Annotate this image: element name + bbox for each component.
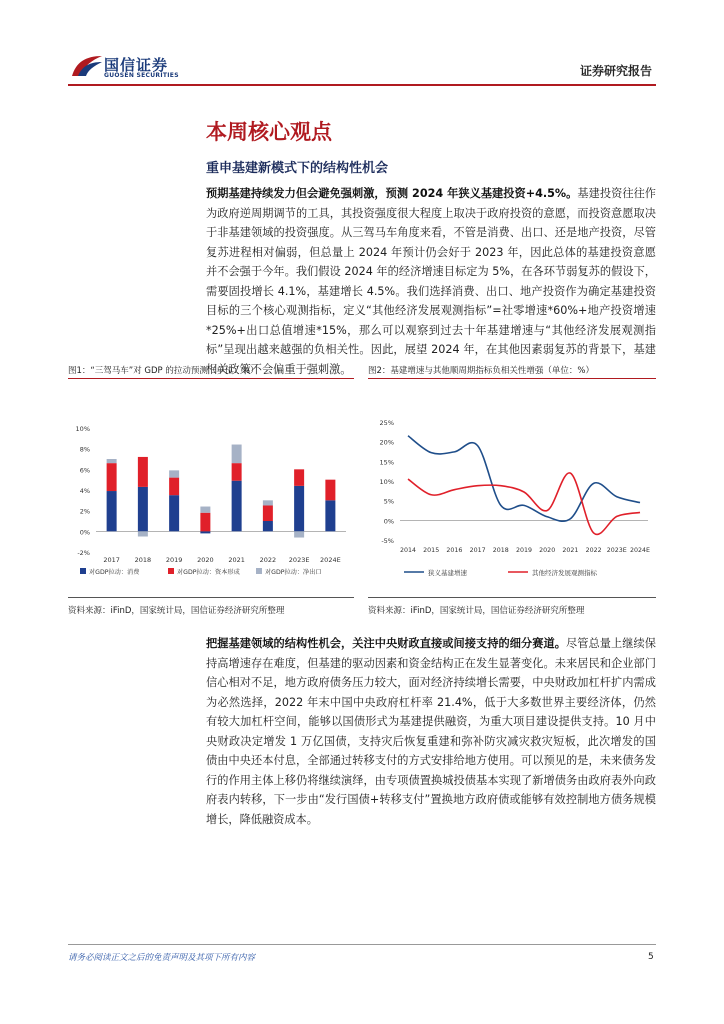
- bar-consumption: [107, 491, 117, 531]
- page-number: 5: [648, 952, 654, 962]
- y-tick-label: 4%: [79, 487, 90, 495]
- footer-disclaimer: 请务必阅读正文之后的免责声明及其项下所有内容: [68, 953, 256, 963]
- y-tick-label: 6%: [79, 466, 90, 475]
- figure-1-bottom-rule: [68, 597, 354, 598]
- bar-consumption: [169, 495, 179, 531]
- bar-consumption: [294, 486, 304, 531]
- bar-exports: [107, 459, 117, 463]
- paragraph-2: [206, 634, 656, 829]
- x-tick-label: 2023E: [606, 547, 627, 554]
- legend-swatch: [168, 568, 174, 574]
- x-tick-label: 2024E: [320, 556, 341, 564]
- x-tick-label: 2017: [469, 547, 486, 554]
- y-tick-label: 0%: [79, 528, 90, 537]
- figure-1-source: 资料来源：iFinD，国家统计局，国信证券经济研究所整理: [68, 606, 285, 616]
- y-tick-label: 8%: [79, 445, 90, 454]
- x-tick-label: 2015: [423, 547, 440, 554]
- logo-text: 国信证券: [104, 56, 169, 74]
- bar-exports: [138, 531, 148, 536]
- bar-consumption: [263, 521, 273, 531]
- series-line-other-indicator: [408, 473, 640, 535]
- bar-exports: [232, 445, 242, 464]
- legend-label: 对GDP拉动：资本形成: [177, 569, 240, 576]
- bar-consumption: [232, 481, 242, 532]
- x-tick-label: 2022: [259, 556, 277, 564]
- bar-exports: [263, 500, 273, 505]
- figure-1-title: 图1：“三驾马车”对 GDP 的拉动预测（单位：%）: [68, 366, 259, 376]
- x-tick-label: 2020: [197, 556, 214, 564]
- figure-1-chart: [68, 380, 354, 595]
- y-tick-label: 0%: [383, 517, 394, 526]
- paragraph-1-body: 基建投资往往作为政府逆周期调节的工具，其投资强度很大程度上取决于政府投资的意愿，而投资意愿取决于非基建领域的投资强度。从三驾马车角度来看，不管是消费、出口、还是地产投资，尽管复苏进程相对偏弱，但总量上 2024 年预计仍会好于 2023 年，因此总体的基建投资意愿并不会强于今年。我们假设 2024 年的经济增速目标定为 5%，在各环节弱复苏的假设下，需要固投增长 4.1%，基建增长 4.5%。我们选择消费、出口、地产投资作为确定基建投资目标的三个核心观测指标，定义“其他经济发展观测指标”=社零增速*60%+地产投资增速*25%+出口总值增速*15%，那么可以观察到过去十年基建增速与“其他经济发展观测指标”呈现出越来越强的负相关性。因此，展望 2024 年，在其他因素弱复苏的背景下，基建相关政策不会偏重于强刺激。: [206, 187, 656, 376]
- figure-2-source: 资料来源：iFinD，国家统计局，国信证券经济研究所整理: [368, 606, 585, 616]
- legend-swatch: [80, 568, 86, 574]
- series-line-infrastructure: [408, 436, 640, 521]
- y-tick-label: 10%: [379, 478, 394, 486]
- y-tick-label: -5%: [381, 537, 394, 545]
- x-tick-label: 2018: [134, 556, 152, 564]
- x-tick-label: 2023E: [288, 556, 310, 564]
- legend-label: 对GDP拉动：消费: [89, 569, 140, 576]
- figure-2-top-rule: [368, 378, 656, 379]
- bar-capital: [169, 478, 179, 496]
- figure-2-bottom-rule: [368, 597, 656, 598]
- section-title: 本周核心观点: [206, 120, 332, 144]
- guosen-logo-mark: [70, 52, 104, 80]
- legend-label: 对GDP拉动：净出口: [265, 569, 322, 576]
- report-type: 证券研究报告: [580, 64, 653, 78]
- bar-consumption: [325, 500, 335, 531]
- y-tick-label: 5%: [383, 497, 394, 506]
- x-tick-label: 2021: [562, 547, 579, 554]
- x-tick-label: 2021: [228, 556, 245, 564]
- figure-2-chart: [368, 380, 656, 595]
- figure-2-title: 图2：基建增速与其他顺周期指标负相关性增强（单位：%）: [368, 366, 594, 376]
- bar-exports: [169, 470, 179, 477]
- bar-consumption: [138, 487, 148, 531]
- paragraph-1-lead: 预期基建持续发力但会避免强刺激，预测 2024 年狭义基建投资+4.5%。: [206, 187, 578, 200]
- y-tick-label: 10%: [75, 425, 90, 433]
- y-tick-label: 25%: [379, 419, 394, 427]
- logo-english: GUOSEN SECURITIES: [104, 72, 179, 79]
- x-tick-label: 2022: [585, 547, 602, 554]
- x-tick-label: 2024E: [629, 547, 651, 554]
- legend-swatch: [256, 568, 262, 574]
- x-tick-label: 2017: [103, 556, 120, 564]
- bar-capital: [294, 469, 304, 486]
- bar-capital: [107, 463, 117, 491]
- x-tick-label: 2019: [165, 556, 183, 564]
- figure-1-top-rule: [68, 378, 354, 379]
- legend-label: 狭义基建增速: [428, 569, 467, 577]
- footer-divider: [68, 944, 656, 945]
- bar-capital: [232, 463, 242, 481]
- sub-title: 重申基建新模式下的结构性机会: [206, 161, 389, 176]
- x-tick-label: 2016: [446, 547, 463, 554]
- bar-consumption: [200, 531, 210, 533]
- bar-capital: [325, 480, 335, 501]
- y-tick-label: 2%: [79, 507, 90, 516]
- legend-label: 其他经济发展观测指标: [532, 569, 597, 577]
- y-tick-label: 15%: [379, 458, 394, 467]
- bar-exports: [200, 507, 210, 513]
- paragraph-2-lead: 把握基建领域的结构性机会，关注中央财政直接或间接支持的细分赛道。: [206, 637, 567, 650]
- paragraph-1: [206, 184, 656, 379]
- y-tick-label: 20%: [379, 438, 394, 447]
- x-tick-label: 2019: [515, 547, 533, 554]
- x-tick-label: 2020: [539, 547, 556, 554]
- bar-capital: [200, 513, 210, 532]
- bar-exports: [294, 531, 304, 537]
- bar-capital: [138, 457, 148, 487]
- header-divider: [68, 84, 656, 86]
- bar-capital: [263, 506, 273, 522]
- x-tick-label: 2014: [399, 547, 417, 554]
- paragraph-2-body: 尽管总量上继续保持高增速存在难度，但基建的驱动因素和资金结构正在发生显著变化。未来居民和企业部门信心相对不足，地方政府债务压力较大，面对经济持续增长需要，中央财政加杠杆扩内需成为必然选择，2022 年末中国中央政府杠杆率 21.4%，低于大多数世界主要经济体，仍然有较大加杠杆空间，能够以国债形式为基建提供融资，为重大项目建设提供支持。10 月中央财政决定增发 1 万亿国债，支持灾后恢复重建和弥补防灾减灾救灾短板，此次增发的国债由中央还本付息，全部通过转移支付的方式安排给地方使用。可以预见的是，未来债务发行的作用主体上移仍将继续演绎，由专项债置换城投债基本实现了新增债务由政府表外向政府表内转移，下一步由“发行国债+转移支付”置换地方政府债或能够有效控制地方债务规模增长，降低融资成本。: [206, 637, 656, 826]
- y-tick-label: -2%: [77, 549, 90, 557]
- x-tick-label: 2018: [492, 547, 509, 554]
